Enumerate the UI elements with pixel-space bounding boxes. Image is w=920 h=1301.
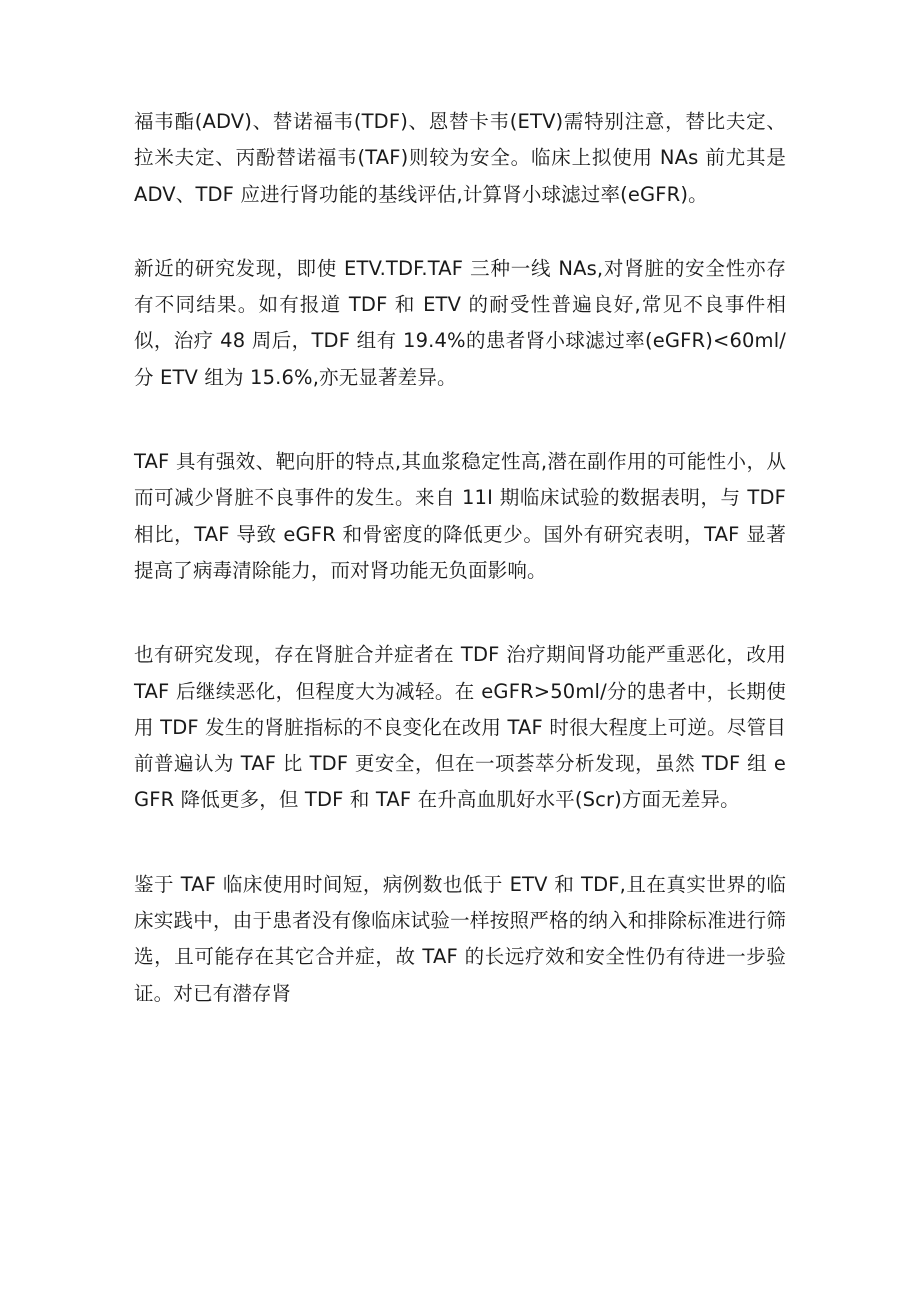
paragraph-5: 鉴于 TAF 临床使用时间短，病例数也低于 ETV 和 TDF,且在真实世界的临床实践中，由于患者没有像临床试验一样按照严格的纳入和排除标准进行筛选，且可能存在其它合并症，故 TAF 的长远疗效和安全性仍有待进一步验证。对已有潜存肾 xyxy=(134,872,786,1005)
paragraph-1: 福韦酯(ADV)、替诺福韦(TDF)、恩替卡韦(ETV)需特别注意，替比夫定、拉米夫定、丙酚替诺福韦(TAF)则较为安全。临床上拟使用 NAs 前尤其是 ADV、TDF 应进行肾功能的基线评估,计算肾小球滤过率(eGFR)。 xyxy=(134,110,786,206)
paragraph-4: 也有研究发现，存在肾脏合并症者在 TDF 治疗期间肾功能严重恶化，改用 TAF 后继续恶化，但程度大为减轻。在 eGFR>50ml/分的患者中，长期使用 TDF 发生的肾脏指标的不良变化在改用 TAF 时很大程度上可逆。尽管目前普遍认为 TAF 比 TDF 更安全，但在一项荟萃分析发现，虽然 TDF 组 eGFR 降低更多，但 TDF 和 TAF 在升高血肌好水平(Scr)方面无差异。 xyxy=(134,643,786,812)
document-body xyxy=(134,104,786,1052)
paragraph-2: 新近的研究发现，即使 ETV.TDF.TAF 三种一线 NAs,对肾脏的安全性亦存有不同结果。如有报道 TDF 和 ETV 的耐受性普遍良好,常见不良事件相似，治疗 48 周后，TDF 组有 19.4%的患者肾小球滤过率(eGFR)<60ml/分 ETV 组为 15.6%,亦无显著差异。 xyxy=(134,256,786,389)
paragraph-3: TAF 具有强效、靶向肝的特点,其血浆稳定性高,潜在副作用的可能性小，从而可减少肾脏不良事件的发生。来自 11I 期临床试验的数据表明，与 TDF 相比，TAF 导致 eGFR 和骨密度的降低更少。国外有研究表明，TAF 显著提高了病毒清除能力，而对肾功能无负面影响。 xyxy=(134,450,786,582)
